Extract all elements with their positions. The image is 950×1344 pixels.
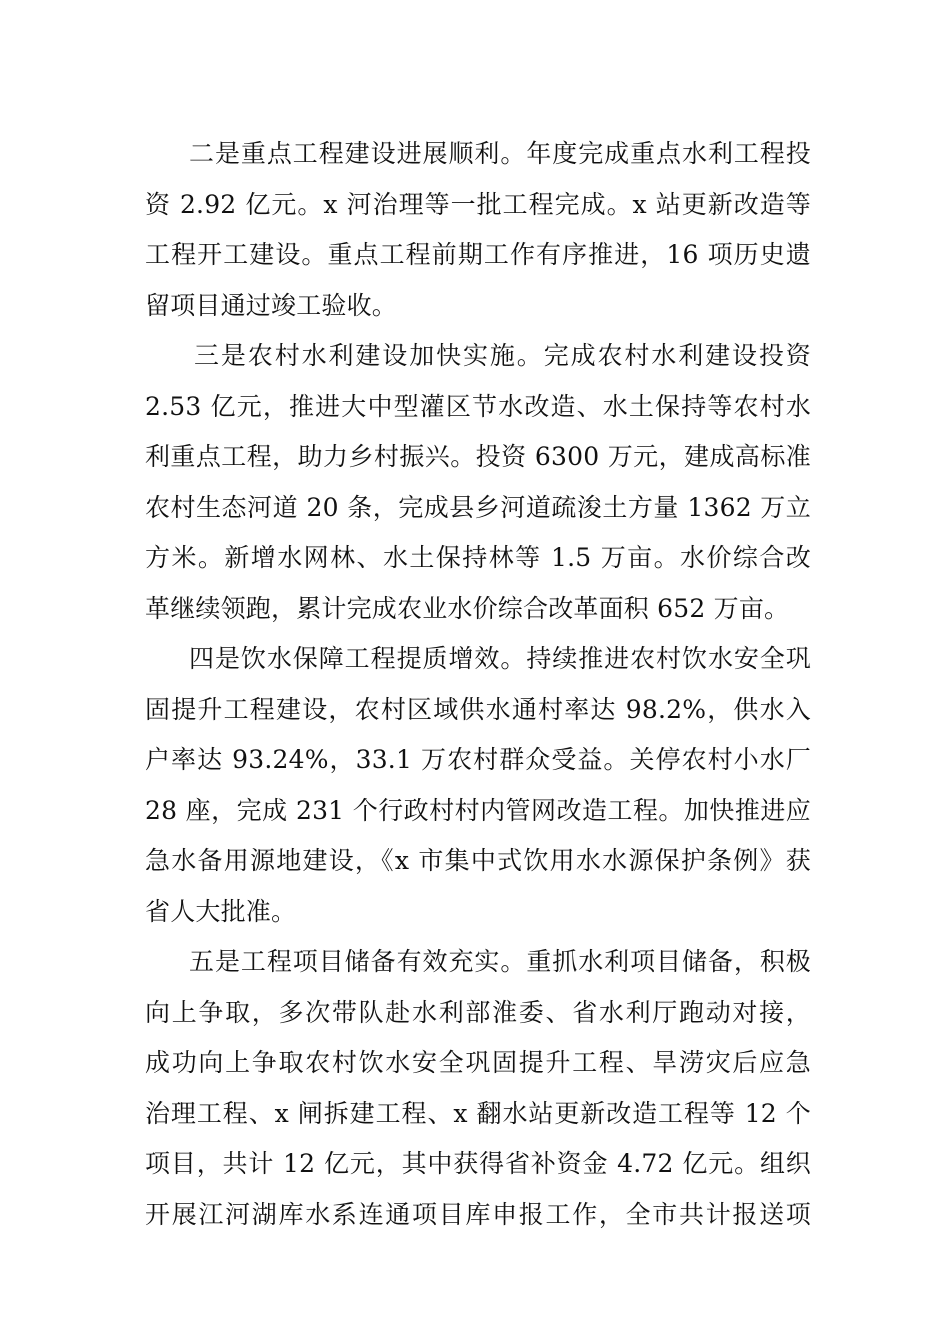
paragraph-line: 户率达 93.24%，33.1 万农村群众受益。关停农村小水厂 — [145, 745, 811, 774]
paragraph-line: 省人大批准。 — [145, 896, 297, 926]
paragraph-line: 农村生态河道 20 条，完成县乡河道疏浚土方量 1362 万立 — [145, 492, 811, 522]
paragraph-line: 28 座，完成 231 个行政村村内管网改造工程。加快推进应 — [145, 795, 811, 825]
paragraph-line: 留项目通过竣工验收。 — [145, 290, 398, 320]
paragraph-line: 革继续领跑，累计完成农业水价综合改革面积 652 万亩。 — [145, 593, 790, 623]
paragraph-line: 四是饮水保障工程提质增效。持续推进农村饮水安全巩 — [189, 644, 811, 673]
paragraph-line: 三是农村水利建设加快实施。完成农村水利建设投资 — [194, 341, 811, 370]
paragraph-line: 工程开工建设。重点工程前期工作有序推进，16 项历史遗 — [145, 240, 811, 269]
paragraph-line: 成功向上争取农村饮水安全巩固提升工程、旱涝灾后应急 — [145, 1048, 811, 1077]
paragraph-project-reserve — [145, 937, 811, 1240]
paragraph-line: 项目，共计 12 亿元，其中获得省补资金 4.72 亿元。组织 — [145, 1149, 811, 1178]
paragraph-line: 利重点工程，助力乡村振兴。投资 6300 万元，建成高标准 — [145, 442, 811, 471]
body-text — [145, 129, 811, 1240]
paragraph-drinking-water — [145, 634, 811, 937]
paragraph-line: 向上争取，多次带队赴水利部淮委、省水利厅跑动对接， — [145, 997, 811, 1027]
paragraph-line: 固提升工程建设，农村区域供水通村率达 98.2%，供水入 — [145, 694, 811, 724]
paragraph-line: 方米。新增水网林、水土保持林等 1.5 万亩。水价综合改 — [145, 543, 811, 572]
paragraph-line: 开展江河湖库水系连通项目库申报工作，全市共计报送项 — [145, 1199, 811, 1229]
paragraph-line: 治理工程、x 闸拆建工程、x 翻水站更新改造工程等 12 个 — [145, 1098, 811, 1128]
paragraph-rural-water — [145, 331, 811, 634]
paragraph-line: 二是重点工程建设进展顺利。年度完成重点水利工程投 — [189, 139, 811, 168]
paragraph-key-projects — [145, 129, 811, 331]
paragraph-line: 2.53 亿元，推进大中型灌区节水改造、水土保持等农村水 — [145, 391, 811, 421]
paragraph-line: 五是工程项目储备有效充实。重抓水利项目储备，积极 — [189, 947, 811, 976]
paragraph-line: 资 2.92 亿元。x 河治理等一批工程完成。x 站更新改造等 — [145, 189, 811, 219]
paragraph-line: 急水备用源地建设，《x 市集中式饮用水水源保护条例》获 — [145, 846, 811, 875]
